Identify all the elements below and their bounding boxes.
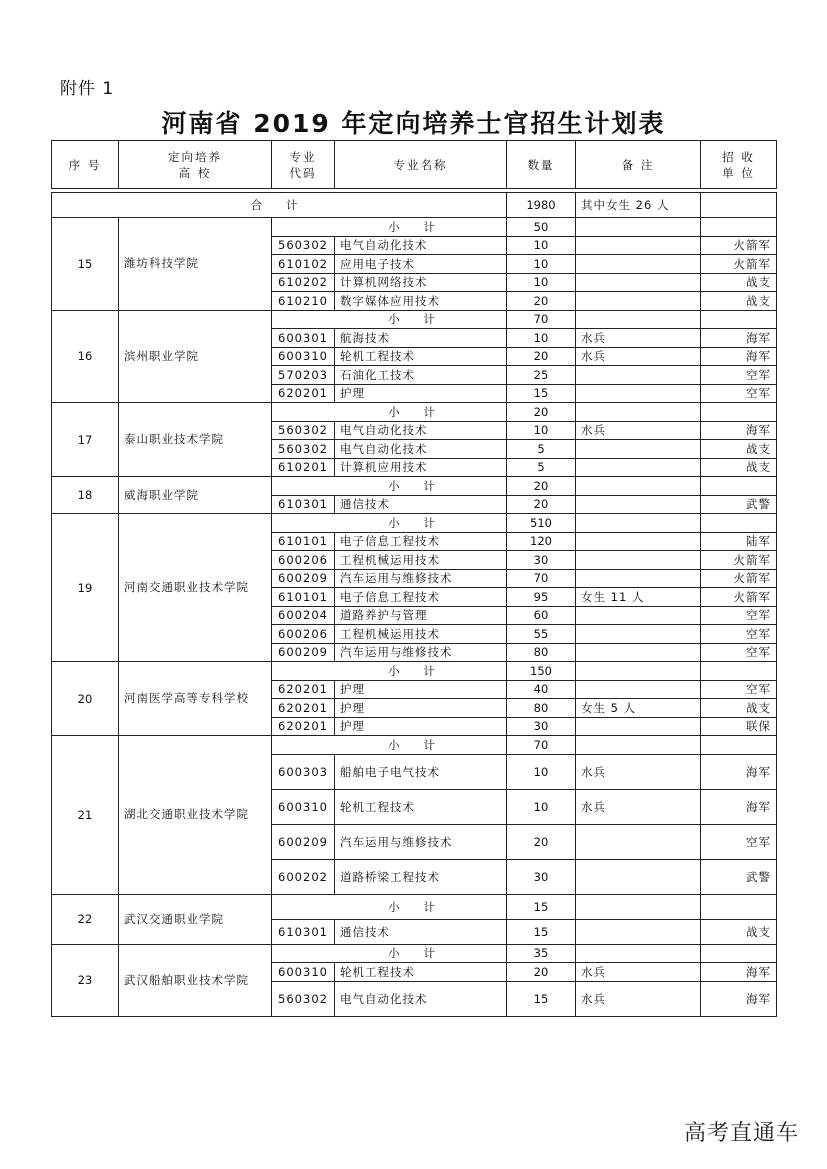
table-header-row xyxy=(52,141,777,189)
subtotal-count: 510 xyxy=(507,514,576,533)
recruiting-unit: 武警 xyxy=(701,495,777,514)
major-name: 通信技术 xyxy=(335,919,507,944)
major-remark xyxy=(576,919,701,944)
header-code-line2: 代码 xyxy=(289,165,317,180)
subtotal-remark xyxy=(576,736,701,755)
subtotal-unit xyxy=(701,736,777,755)
subtotal-remark xyxy=(576,477,701,496)
recruiting-unit: 战支 xyxy=(701,458,777,477)
subtotal-label: 小 计 xyxy=(272,944,507,963)
major-remark xyxy=(576,717,701,736)
major-code: 610202 xyxy=(272,273,335,292)
recruiting-unit: 空军 xyxy=(701,824,777,859)
subtotal-unit xyxy=(701,894,777,919)
subtotal-unit xyxy=(701,477,777,496)
major-name: 计算机应用技术 xyxy=(335,458,507,477)
subtotal-label: 小 计 xyxy=(272,477,507,496)
subtotal-unit xyxy=(701,944,777,963)
major-count: 20 xyxy=(507,292,576,311)
major-name: 汽车运用与维修技术 xyxy=(335,824,507,859)
recruiting-unit: 海军 xyxy=(701,963,777,982)
subtotal-row xyxy=(52,944,777,963)
major-remark: 水兵 xyxy=(576,789,701,824)
major-code: 600303 xyxy=(272,754,335,789)
major-count: 15 xyxy=(507,919,576,944)
school-name: 河南医学高等专科学校 xyxy=(119,662,272,736)
watermark: 高考直通车 xyxy=(683,1121,799,1146)
major-code: 600209 xyxy=(272,643,335,662)
subtotal-unit xyxy=(701,662,777,681)
header-remark: 备 注 xyxy=(576,141,701,189)
major-count: 15 xyxy=(507,981,576,1016)
major-count: 20 xyxy=(507,824,576,859)
major-code: 600209 xyxy=(272,824,335,859)
subtotal-count: 50 xyxy=(507,218,576,237)
school-name: 武汉交通职业学院 xyxy=(119,894,272,944)
group-seq: 23 xyxy=(52,944,119,1016)
major-remark xyxy=(576,458,701,477)
major-count: 10 xyxy=(507,329,576,348)
major-code: 620201 xyxy=(272,384,335,403)
subtotal-row xyxy=(52,514,777,533)
major-name: 轮机工程技术 xyxy=(335,963,507,982)
group-seq: 17 xyxy=(52,403,119,477)
attachment-label: 附件 1 xyxy=(60,79,115,99)
recruiting-unit: 火箭军 xyxy=(701,255,777,274)
major-name: 石油化工技术 xyxy=(335,366,507,385)
major-remark xyxy=(576,440,701,459)
group-seq: 19 xyxy=(52,514,119,662)
major-code: 620201 xyxy=(272,717,335,736)
major-remark xyxy=(576,680,701,699)
major-remark xyxy=(576,824,701,859)
header-unit xyxy=(701,141,777,189)
major-code: 610102 xyxy=(272,255,335,274)
major-name: 通信技术 xyxy=(335,495,507,514)
recruiting-unit: 战支 xyxy=(701,292,777,311)
major-name: 护理 xyxy=(335,384,507,403)
header-school xyxy=(119,141,272,189)
subtotal-remark xyxy=(576,894,701,919)
recruiting-unit: 海军 xyxy=(701,789,777,824)
subtotal-remark xyxy=(576,514,701,533)
major-remark: 水兵 xyxy=(576,347,701,366)
major-count: 30 xyxy=(507,717,576,736)
major-remark xyxy=(576,859,701,894)
school-name: 泰山职业技术学院 xyxy=(119,403,272,477)
header-school-line2: 高 校 xyxy=(178,165,212,180)
subtotal-row xyxy=(52,736,777,755)
group-seq: 18 xyxy=(52,477,119,514)
major-code: 600310 xyxy=(272,789,335,824)
major-name: 电气自动化技术 xyxy=(335,421,507,440)
subtotal-count: 15 xyxy=(507,894,576,919)
recruiting-unit: 火箭军 xyxy=(701,569,777,588)
major-name: 电气自动化技术 xyxy=(335,981,507,1016)
total-count: 1980 xyxy=(507,193,576,218)
major-count: 30 xyxy=(507,551,576,570)
major-code: 600301 xyxy=(272,329,335,348)
major-count: 70 xyxy=(507,569,576,588)
header-code xyxy=(272,141,335,189)
major-name: 道路桥梁工程技术 xyxy=(335,859,507,894)
subtotal-label: 小 计 xyxy=(272,894,507,919)
subtotal-remark xyxy=(576,662,701,681)
major-name: 船舶电子电气技术 xyxy=(335,754,507,789)
major-name: 电子信息工程技术 xyxy=(335,532,507,551)
school-name: 威海职业学院 xyxy=(119,477,272,514)
subtotal-count: 70 xyxy=(507,310,576,329)
major-count: 80 xyxy=(507,643,576,662)
school-name: 潍坊科技学院 xyxy=(119,218,272,311)
recruiting-unit: 空军 xyxy=(701,643,777,662)
major-remark: 女生 5 人 xyxy=(576,699,701,718)
total-unit xyxy=(701,193,777,218)
header-unit-line1: 招 收 xyxy=(722,149,755,164)
major-remark xyxy=(576,292,701,311)
recruiting-unit: 武警 xyxy=(701,859,777,894)
subtotal-count: 70 xyxy=(507,736,576,755)
school-name: 滨州职业学院 xyxy=(119,310,272,403)
major-name: 护理 xyxy=(335,717,507,736)
major-remark xyxy=(576,643,701,662)
major-count: 10 xyxy=(507,789,576,824)
subtotal-unit xyxy=(701,218,777,237)
subtotal-count: 20 xyxy=(507,477,576,496)
major-count: 5 xyxy=(507,440,576,459)
major-name: 电子信息工程技术 xyxy=(335,588,507,607)
recruiting-unit: 火箭军 xyxy=(701,236,777,255)
header-school-line1: 定向培养 xyxy=(168,149,222,164)
major-count: 80 xyxy=(507,699,576,718)
major-name: 轮机工程技术 xyxy=(335,347,507,366)
major-code: 610210 xyxy=(272,292,335,311)
header-major: 专业名称 xyxy=(335,141,507,189)
major-name: 应用电子技术 xyxy=(335,255,507,274)
recruiting-unit: 火箭军 xyxy=(701,551,777,570)
subtotal-label: 小 计 xyxy=(272,662,507,681)
major-code: 600310 xyxy=(272,963,335,982)
subtotal-label: 小 计 xyxy=(272,514,507,533)
major-code: 610101 xyxy=(272,532,335,551)
recruiting-unit: 空军 xyxy=(701,625,777,644)
major-count: 120 xyxy=(507,532,576,551)
major-remark: 水兵 xyxy=(576,421,701,440)
major-count: 10 xyxy=(507,754,576,789)
major-remark xyxy=(576,569,701,588)
major-remark xyxy=(576,273,701,292)
subtotal-label: 小 计 xyxy=(272,403,507,422)
major-name: 汽车运用与维修技术 xyxy=(335,569,507,588)
major-code: 600310 xyxy=(272,347,335,366)
school-name: 武汉船舶职业技术学院 xyxy=(119,944,272,1016)
major-remark: 女生 11 人 xyxy=(576,588,701,607)
major-remark: 水兵 xyxy=(576,754,701,789)
major-code: 560302 xyxy=(272,421,335,440)
subtotal-remark xyxy=(576,310,701,329)
major-name: 电气自动化技术 xyxy=(335,236,507,255)
major-remark xyxy=(576,384,701,403)
major-count: 60 xyxy=(507,606,576,625)
subtotal-unit xyxy=(701,403,777,422)
major-count: 15 xyxy=(507,384,576,403)
recruiting-unit: 战支 xyxy=(701,699,777,718)
subtotal-row xyxy=(52,662,777,681)
recruiting-unit: 陆军 xyxy=(701,532,777,551)
subtotal-label: 小 计 xyxy=(272,736,507,755)
major-code: 620201 xyxy=(272,680,335,699)
school-name: 湖北交通职业技术学院 xyxy=(119,736,272,895)
major-remark xyxy=(576,532,701,551)
major-name: 护理 xyxy=(335,699,507,718)
major-code: 610101 xyxy=(272,588,335,607)
school-name: 河南交通职业技术学院 xyxy=(119,514,272,662)
recruiting-unit: 海军 xyxy=(701,347,777,366)
major-remark xyxy=(576,255,701,274)
subtotal-count: 20 xyxy=(507,403,576,422)
major-count: 10 xyxy=(507,255,576,274)
major-name: 轮机工程技术 xyxy=(335,789,507,824)
major-name: 工程机械运用技术 xyxy=(335,551,507,570)
major-code: 570203 xyxy=(272,366,335,385)
major-remark xyxy=(576,625,701,644)
subtotal-remark xyxy=(576,218,701,237)
major-code: 610301 xyxy=(272,919,335,944)
recruiting-unit: 战支 xyxy=(701,273,777,292)
header-count: 数量 xyxy=(507,141,576,189)
major-count: 55 xyxy=(507,625,576,644)
major-code: 610201 xyxy=(272,458,335,477)
recruiting-unit: 战支 xyxy=(701,440,777,459)
major-remark: 水兵 xyxy=(576,329,701,348)
total-remark: 其中女生 26 人 xyxy=(576,193,701,218)
subtotal-remark xyxy=(576,944,701,963)
major-count: 10 xyxy=(507,421,576,440)
subtotal-count: 150 xyxy=(507,662,576,681)
recruiting-unit: 空军 xyxy=(701,606,777,625)
header-code-line1: 专业 xyxy=(289,149,317,164)
recruiting-unit: 海军 xyxy=(701,754,777,789)
major-name: 数字媒体应用技术 xyxy=(335,292,507,311)
major-count: 95 xyxy=(507,588,576,607)
group-seq: 21 xyxy=(52,736,119,895)
major-count: 10 xyxy=(507,273,576,292)
major-count: 20 xyxy=(507,963,576,982)
subtotal-label: 小 计 xyxy=(272,310,507,329)
subtotal-row xyxy=(52,894,777,919)
recruiting-unit: 空军 xyxy=(701,384,777,403)
header-unit-line2: 单 位 xyxy=(722,165,755,180)
major-code: 560302 xyxy=(272,236,335,255)
major-code: 600204 xyxy=(272,606,335,625)
major-code: 620201 xyxy=(272,699,335,718)
major-count: 40 xyxy=(507,680,576,699)
major-code: 600209 xyxy=(272,569,335,588)
major-code: 560302 xyxy=(272,440,335,459)
subtotal-row xyxy=(52,403,777,422)
subtotal-row xyxy=(52,477,777,496)
major-code: 600206 xyxy=(272,551,335,570)
group-seq: 16 xyxy=(52,310,119,403)
group-seq: 20 xyxy=(52,662,119,736)
recruiting-unit: 空军 xyxy=(701,680,777,699)
major-count: 5 xyxy=(507,458,576,477)
recruiting-unit: 战支 xyxy=(701,919,777,944)
major-count: 20 xyxy=(507,347,576,366)
major-remark xyxy=(576,495,701,514)
major-remark xyxy=(576,236,701,255)
recruiting-unit: 海军 xyxy=(701,421,777,440)
subtotal-row xyxy=(52,218,777,237)
major-count: 10 xyxy=(507,236,576,255)
major-count: 25 xyxy=(507,366,576,385)
major-remark xyxy=(576,606,701,625)
subtotal-count: 35 xyxy=(507,944,576,963)
enrollment-plan-table xyxy=(51,140,777,1017)
group-seq: 15 xyxy=(52,218,119,311)
page-title: 河南省 2019 年定向培养士官招生计划表 xyxy=(161,109,666,138)
major-name: 电气自动化技术 xyxy=(335,440,507,459)
recruiting-unit: 联保 xyxy=(701,717,777,736)
group-seq: 22 xyxy=(52,894,119,944)
major-count: 30 xyxy=(507,859,576,894)
major-name: 计算机网络技术 xyxy=(335,273,507,292)
recruiting-unit: 火箭军 xyxy=(701,588,777,607)
major-name: 道路养护与管理 xyxy=(335,606,507,625)
major-code: 610301 xyxy=(272,495,335,514)
major-count: 20 xyxy=(507,495,576,514)
recruiting-unit: 海军 xyxy=(701,981,777,1016)
subtotal-row xyxy=(52,310,777,329)
major-remark xyxy=(576,366,701,385)
subtotal-unit xyxy=(701,310,777,329)
header-seq: 序 号 xyxy=(52,141,119,189)
subtotal-unit xyxy=(701,514,777,533)
major-remark: 水兵 xyxy=(576,981,701,1016)
major-code: 600202 xyxy=(272,859,335,894)
total-label: 合 计 xyxy=(52,193,507,218)
subtotal-remark xyxy=(576,403,701,422)
major-code: 600206 xyxy=(272,625,335,644)
total-row xyxy=(52,193,777,218)
major-name: 工程机械运用技术 xyxy=(335,625,507,644)
major-remark: 水兵 xyxy=(576,963,701,982)
major-code: 560302 xyxy=(272,981,335,1016)
subtotal-label: 小 计 xyxy=(272,218,507,237)
major-name: 汽车运用与维修技术 xyxy=(335,643,507,662)
recruiting-unit: 海军 xyxy=(701,329,777,348)
major-name: 航海技术 xyxy=(335,329,507,348)
major-name: 护理 xyxy=(335,680,507,699)
recruiting-unit: 空军 xyxy=(701,366,777,385)
major-remark xyxy=(576,551,701,570)
